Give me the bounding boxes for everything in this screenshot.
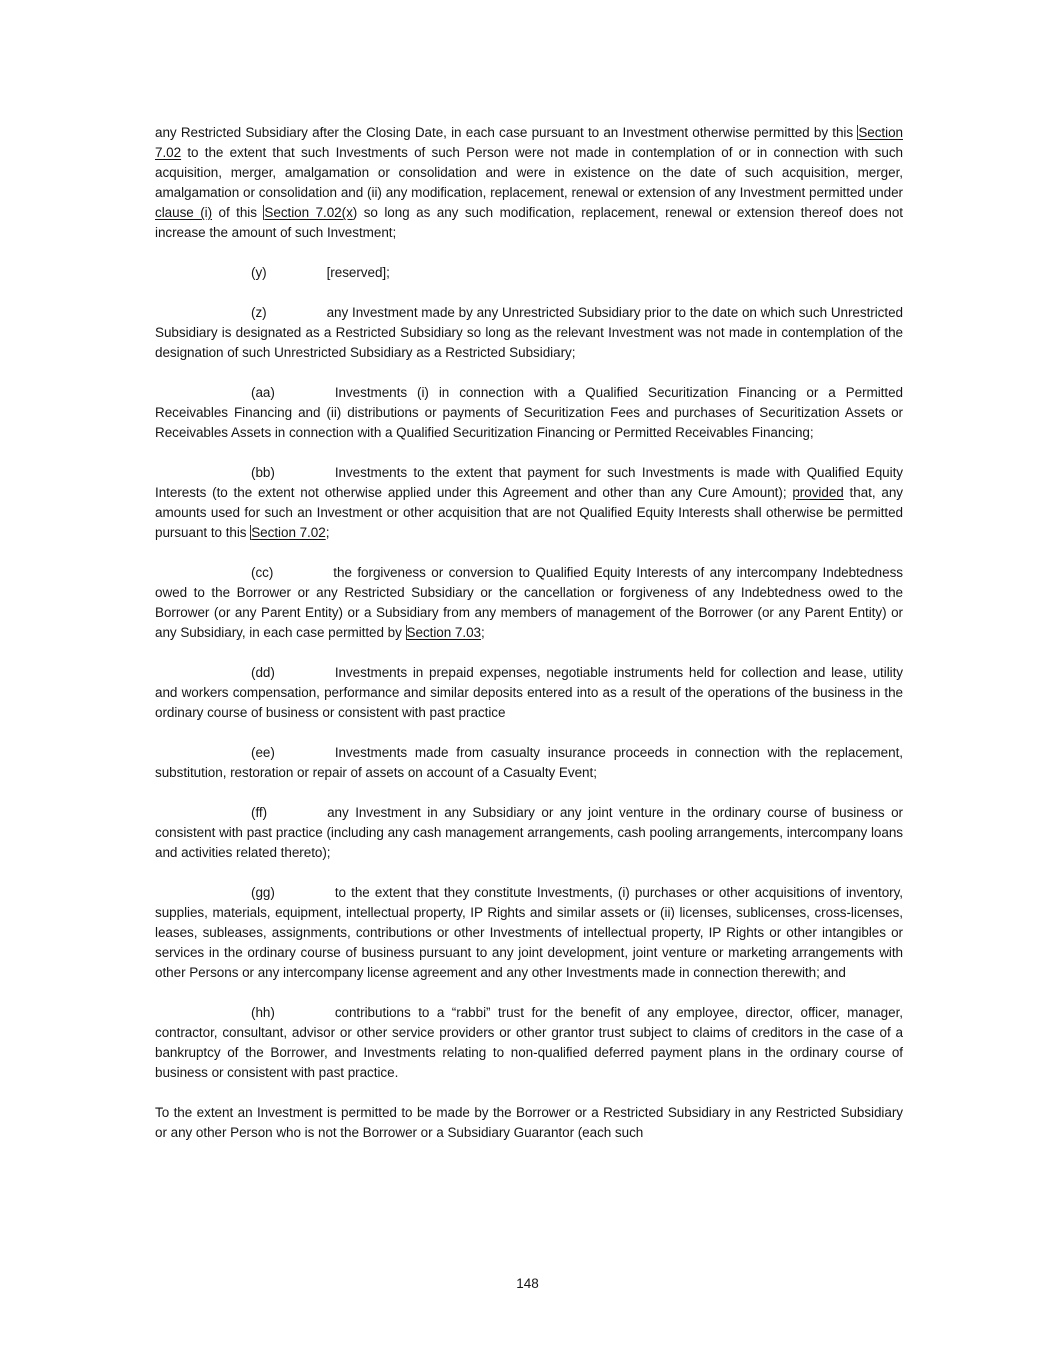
text-run: Investments to the extent that payment for such Investments is made with Qualified Equity Interests (to the extent not otherwise applied under this Agreement and other than any Cure Amount); xyxy=(155,465,903,500)
underlined-term: provided xyxy=(792,485,844,500)
text-run: ; xyxy=(325,525,330,540)
section-reference-link[interactable]: clause (i) xyxy=(155,205,213,220)
text-run: [reserved]; xyxy=(326,265,390,280)
clause-label: (aa) xyxy=(251,385,275,400)
paragraph xyxy=(155,263,903,283)
text-run: Investments (i) in connection with a Qualified Securitization Financing or a Permitted Receivables Financing and (ii) distributions or payments of Securitization Fees and purchases of Securitization Assets or Receivables Assets in connection with a Qualified Securitization Financing or Permitted Receivables Financing; xyxy=(155,385,903,440)
paragraph xyxy=(155,663,903,723)
paragraph xyxy=(155,803,903,863)
text-run: Investments made from casualty insurance proceeds in connection with the replacement, substitution, restoration or repair of assets on account of a Casualty Event; xyxy=(155,745,903,780)
text-run: that, any amounts used for such an Investment or other acquisition that are not Qualified Equity Interests shall otherwise be permitted pursuant to this xyxy=(155,485,903,540)
paragraph xyxy=(155,563,903,643)
paragraph xyxy=(155,463,903,543)
section-reference-link[interactable]: Section 7.02 xyxy=(155,125,903,160)
paragraph xyxy=(155,123,903,243)
clause-label: (hh) xyxy=(251,1005,275,1020)
paragraph xyxy=(155,303,903,363)
paragraph xyxy=(155,383,903,443)
clause-label: (bb) xyxy=(251,465,275,480)
section-reference-link[interactable]: Section 7.02 xyxy=(251,525,326,540)
page-number: 148 xyxy=(516,1276,539,1291)
section-reference-link[interactable]: Section 7.03 xyxy=(406,625,481,640)
text-run: to the extent that they constitute Investments, (i) purchases or other acquisitions of inventory, supplies, materials, equipment, intellectual property, IP Rights and similar assets or (ii) licenses, sublicenses, cross-licenses, leases, subleases, assignments, contributions or other Investments of intellectual property, IP Rights or other intangibles or services in the ordinary course of business pursuant to any joint development, joint venture or marketing arrangements with other Persons or any intercompany license agreement and any other Investments made in connection therewith; and xyxy=(155,885,903,980)
text-run: any Investment made by any Unrestricted Subsidiary prior to the date on which such Unrestricted Subsidiary is designated as a Restricted Subsidiary so long as the relevant Investment was not made in contemplation of the designation of such Unrestricted Subsidiary as a Restricted Subsidiary; xyxy=(155,305,903,360)
clause-label: (gg) xyxy=(251,885,275,900)
clause-label: (y) xyxy=(251,265,267,280)
paragraph xyxy=(155,883,903,983)
document-body xyxy=(155,123,903,1163)
clause-label: (z) xyxy=(251,305,267,320)
text-run: to the extent that such Investments of such Person were not made in contemplation of or in connection with such acquisition, merger, amalgamation or consolidation and were in existence on the date of such acquisition, merger, amalgamation or consolidation and (ii) any modification, replacement, renewal or extension of any Investment permitted under xyxy=(155,145,903,200)
clause-label: (cc) xyxy=(251,565,274,580)
clause-label: (dd) xyxy=(251,665,275,680)
text-run: the forgiveness or conversion to Qualified Equity Interests of any intercompany Indebtedness owed to the Borrower or any Restricted Subsidiary or the cancellation or forgiveness of any Indebtedness owed to the Borrower (or any Parent Entity) or a Subsidiary from any members of management of the Borrower (or any Parent Entity) or any Subsidiary, in each case permitted by xyxy=(155,565,903,640)
clause-label: (ee) xyxy=(251,745,275,760)
text-run: of this xyxy=(212,205,264,220)
text-run: ) so long as any such modification, replacement, renewal or extension thereof does not increase the amount of such Investment; xyxy=(155,205,903,240)
paragraph xyxy=(155,1103,903,1143)
text-run: any Investment in any Subsidiary or any joint venture in the ordinary course of business or consistent with past practice (including any cash management arrangements, cash pooling arrangements, intercompany loans and activities related thereto); xyxy=(155,805,903,860)
text-run: To the extent an Investment is permitted to be made by the Borrower or a Restricted Subsidiary in any Restricted Subsidiary or any other Person who is not the Borrower or a Subsidiary Guarantor (each such xyxy=(155,1105,903,1140)
paragraph xyxy=(155,1003,903,1083)
text-run: contributions to a “rabbi” trust for the benefit of any employee, director, officer, manager, contractor, consultant, advisor or other service providers or other grantor trust subject to claims of creditors in the case of a bankruptcy of the Borrower, and Investments relating to non-qualified deferred payment plans in the ordinary course of business or consistent with past practice. xyxy=(155,1005,903,1080)
paragraph xyxy=(155,743,903,783)
section-reference-link[interactable]: Section 7.02(x xyxy=(264,205,353,220)
text-run: ; xyxy=(481,625,485,640)
text-run: Investments in prepaid expenses, negotiable instruments held for collection and lease, utility and workers compensation, performance and similar deposits entered into as a result of the operations of the business in the ordinary course of business or consistent with past practice xyxy=(155,665,903,720)
text-run: any Restricted Subsidiary after the Closing Date, in each case pursuant to an Investment otherwise permitted by this xyxy=(155,125,858,140)
clause-label: (ff) xyxy=(251,805,268,820)
